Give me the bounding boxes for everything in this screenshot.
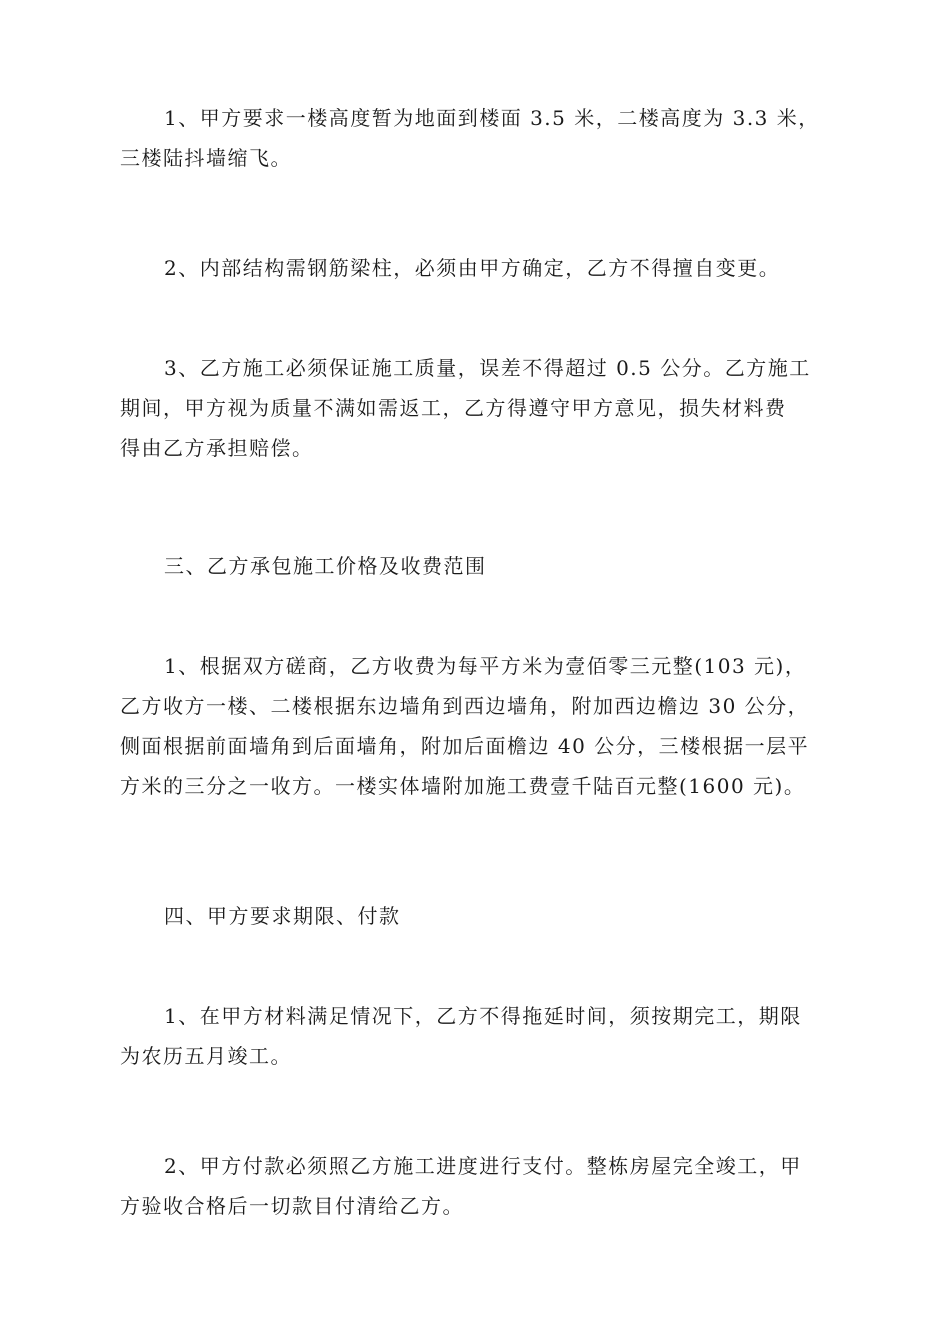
paragraph-clause-4-1 <box>120 996 835 1076</box>
paragraph-line: 为农历五月竣工。 <box>120 1044 292 1068</box>
section-heading-4 <box>120 896 835 936</box>
paragraph-line: 1、根据双方磋商，乙方收费为每平方米为壹佰零三元整(103 元)， <box>164 654 807 678</box>
paragraph-line: 2、甲方付款必须照乙方施工进度进行支付。整栋房屋完全竣工，甲 <box>164 1154 802 1178</box>
paragraph-line: 三楼陆抖墙缩飞。 <box>120 146 292 170</box>
paragraph-line: 1、甲方要求一楼高度暂为地面到楼面 3.5 米，二楼高度为 3.3 米， <box>164 106 820 130</box>
paragraph-line: 侧面根据前面墙角到后面墙角，附加后面檐边 40 公分，三楼根据一层平 <box>120 734 810 758</box>
paragraph-line: 2、内部结构需钢筋梁柱，必须由甲方确定，乙方不得擅自变更。 <box>164 256 781 280</box>
paragraph-line: 方验收合格后一切款目付清给乙方。 <box>120 1194 464 1218</box>
paragraph-line: 得由乙方承担赔偿。 <box>120 436 314 460</box>
paragraph-line: 期间，甲方视为质量不满如需返工，乙方得遵守甲方意见，损失材料费 <box>120 396 787 420</box>
section-heading-3 <box>120 546 835 586</box>
paragraph-line: 3、乙方施工必须保证施工质量，误差不得超过 0.5 公分。乙方施工 <box>164 356 811 380</box>
paragraph-clause-2-1 <box>120 98 835 178</box>
paragraph-clause-4-2 <box>120 1146 835 1226</box>
paragraph-line: 乙方收方一楼、二楼根据东边墙角到西边墙角，附加西边檐边 30 公分， <box>120 694 810 718</box>
paragraph-clause-2-3 <box>120 348 835 468</box>
paragraph-line: 方米的三分之一收方。一楼实体墙附加施工费壹千陆百元整(1600 元)。 <box>120 774 806 798</box>
paragraph-line: 1、在甲方材料满足情况下，乙方不得拖延时间，须按期完工，期限 <box>164 1004 802 1028</box>
paragraph-clause-2-2 <box>120 248 835 288</box>
section-heading-text: 三、乙方承包施工价格及收费范围 <box>164 554 487 578</box>
section-heading-text: 四、甲方要求期限、付款 <box>164 904 401 928</box>
paragraph-clause-3-1 <box>120 646 835 806</box>
